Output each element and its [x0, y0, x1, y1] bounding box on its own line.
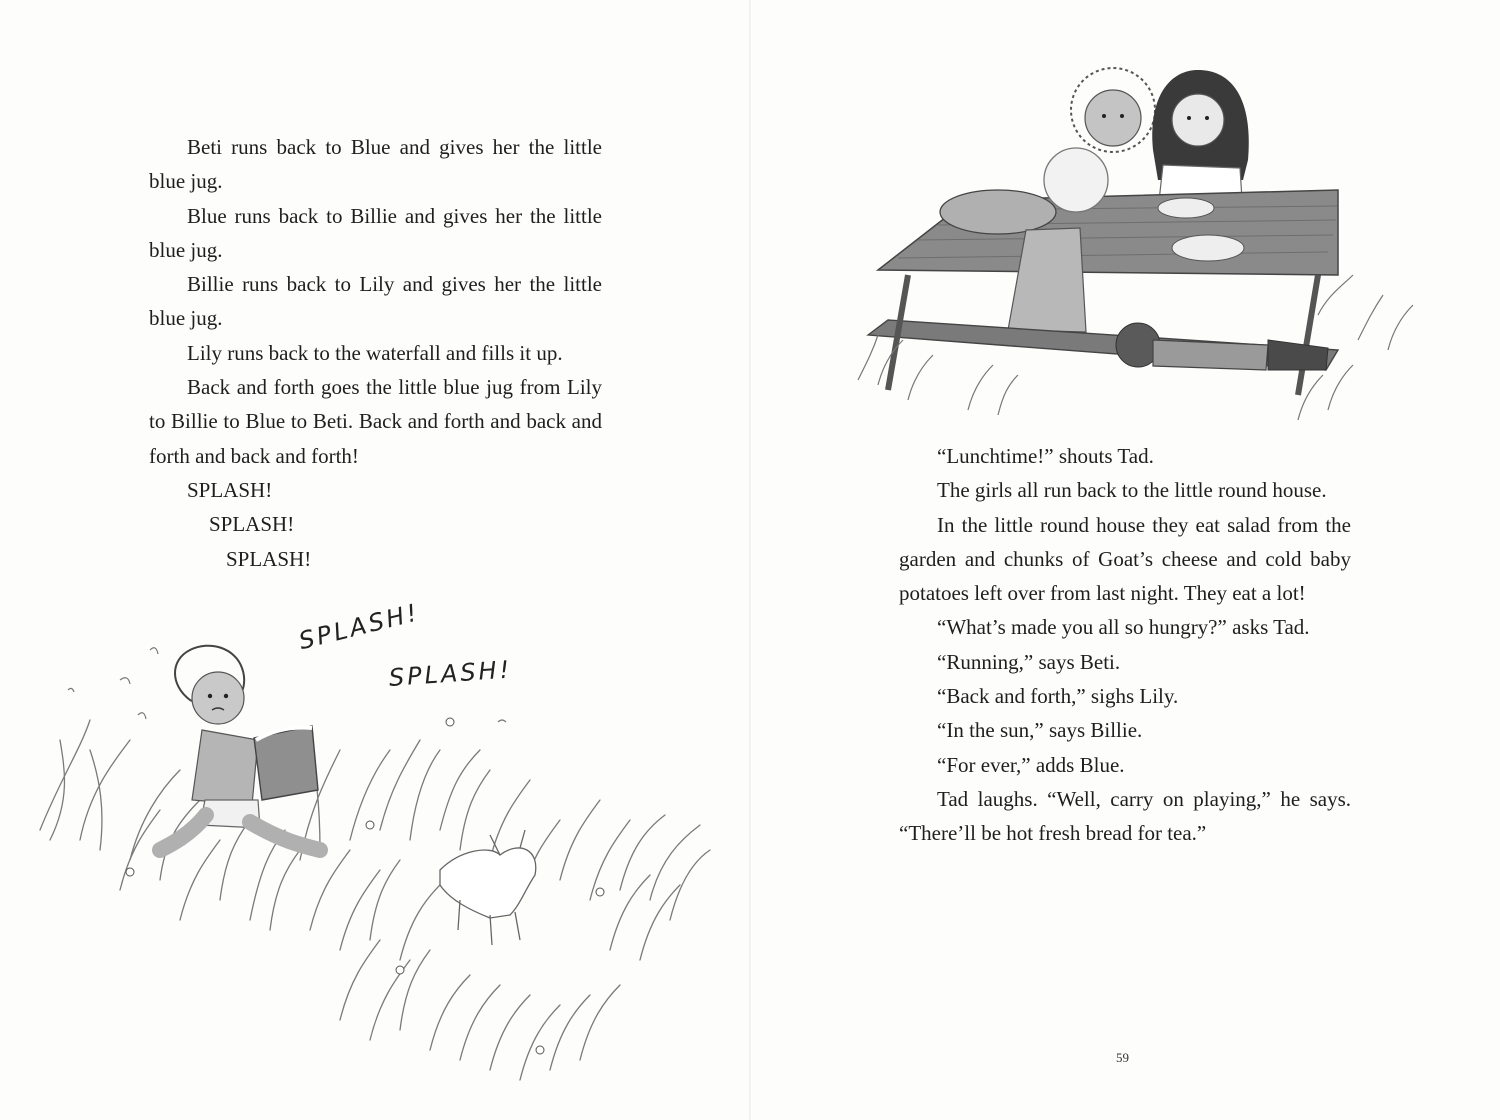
splash-sound-word: SPLASH! [296, 598, 423, 656]
paragraph: Beti runs back to Blue and gives her the little blue jug. [149, 135, 602, 194]
paragraph: “What’s made you all so hungry?” asks Tad. [937, 615, 1310, 640]
paragraph: Billie runs back to Lily and gives her the little blue jug. [149, 272, 602, 331]
paragraph: Blue runs back to Billie and gives her the little blue jug. [149, 203, 602, 262]
paragraph: “For ever,” adds Blue. [937, 752, 1125, 777]
child-lying-on-bench [1116, 323, 1328, 370]
paragraph: In the little round house they eat salad from the garden and chunks of Goat’s cheese and cold baby potatoes left over from last night. They eat a lot! [899, 512, 1351, 606]
paragraph: Tad laughs. “Well, carry on playing,” he says. “There’ll be hot fresh bread for tea.” [899, 786, 1351, 846]
paragraph: “Running,” says Beti. [937, 649, 1121, 674]
paragraph: Back and forth goes the little blue jug from Lily to Billie to Blue to Beti. Back and forth and back and forth and back and forth! [149, 375, 602, 468]
splash-line: SPLASH! [226, 546, 312, 571]
girl-figure [160, 646, 320, 850]
paragraph: “Back and forth,” sighs Lily. [937, 684, 1179, 709]
bench [868, 275, 1338, 395]
paragraph: Lily runs back to the waterfall and fills it up. [187, 340, 563, 365]
goat-figure [440, 830, 536, 945]
splash-sound-word: SPLASH! [388, 655, 514, 692]
right-page-text [899, 439, 1351, 851]
splash-line: SPLASH! [209, 512, 295, 537]
paragraph: The girls all run back to the little round house. [937, 478, 1327, 503]
paragraph: “Lunchtime!” shouts Tad. [937, 444, 1154, 468]
left-page-text [149, 130, 602, 576]
running-girl-drawing [20, 600, 720, 1090]
running-girl-illustration [20, 600, 720, 1090]
page-number: 59 [1116, 1050, 1129, 1065]
picnic-table-illustration [848, 40, 1438, 440]
paragraph: “In the sun,” says Billie. [937, 718, 1143, 743]
girl-curly-hair [1071, 68, 1155, 152]
picnic-table-drawing [848, 40, 1438, 440]
splash-line: SPLASH! [187, 477, 273, 502]
table-top [878, 190, 1338, 275]
grass-strokes [40, 720, 710, 1080]
